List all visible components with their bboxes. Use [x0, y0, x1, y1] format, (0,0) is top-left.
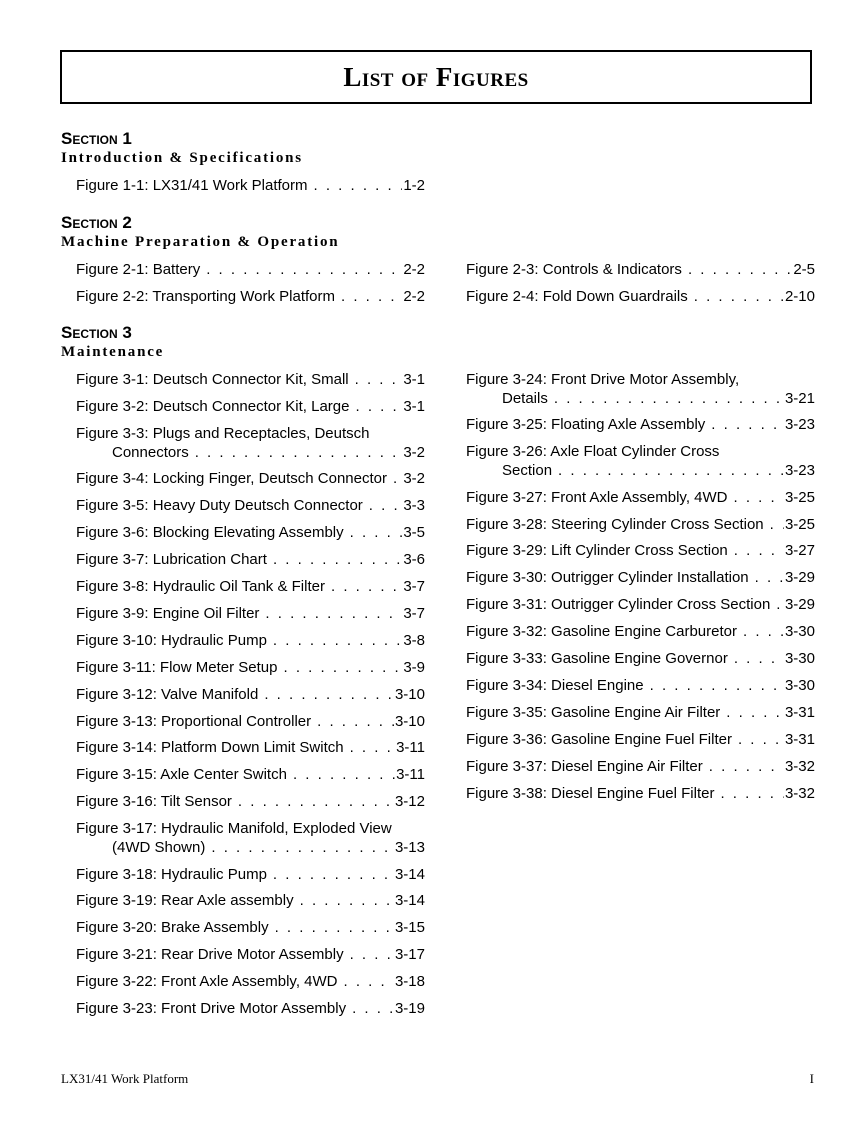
figure-entry[interactable]	[466, 568, 815, 587]
dot-leader	[352, 999, 394, 1018]
dot-leader	[738, 730, 784, 749]
figure-page: 3-11	[396, 766, 425, 783]
figure-title: Figure 3-15: Axle Center Switch	[76, 766, 287, 783]
dot-leader	[558, 461, 784, 480]
section-name: Introduction & Specifications	[61, 150, 303, 166]
dot-leader	[314, 176, 403, 195]
figure-title: Figure 3-31: Outrigger Cylinder Cross Section	[466, 596, 771, 613]
figure-entry[interactable]	[76, 260, 425, 279]
figure-entry[interactable]	[76, 819, 425, 857]
figure-page: 3-15	[394, 919, 425, 936]
dot-leader	[355, 370, 403, 389]
figure-title: Figure 3-35: Gasoline Engine Air Filter	[466, 704, 721, 721]
figure-entry[interactable]	[466, 757, 815, 776]
figure-page: 2-2	[403, 261, 425, 278]
figure-page: 3-31	[784, 704, 815, 721]
figure-entry[interactable]	[76, 891, 425, 910]
dot-leader	[343, 972, 393, 991]
figure-title: Figure 3-3: Plugs and Receptacles, Deutsch	[76, 425, 370, 442]
footer-doc-title: LX31/41 Work Platform	[61, 1071, 189, 1086]
figure-entry[interactable]	[466, 442, 815, 480]
dot-leader	[369, 496, 403, 515]
figure-page: 3-14	[394, 892, 425, 909]
figure-page: 3-12	[394, 793, 425, 810]
figure-page: 3-10	[394, 686, 425, 703]
figure-entry[interactable]	[76, 685, 425, 704]
figure-title: Figure 3-1: Deutsch Connector Kit, Small	[76, 371, 349, 388]
dot-leader	[206, 260, 402, 279]
section-3-heading	[61, 323, 164, 362]
dot-leader	[355, 397, 402, 416]
dot-leader	[331, 577, 402, 596]
figure-page: 3-32	[784, 758, 815, 775]
figure-entry[interactable]	[76, 424, 425, 462]
dot-leader	[743, 622, 784, 641]
dot-leader	[273, 550, 402, 569]
figure-page: 3-1	[403, 371, 425, 388]
figure-page: 3-11	[396, 739, 425, 756]
figure-entry[interactable]	[466, 784, 815, 803]
figure-page: 3-7	[403, 605, 425, 622]
dot-leader	[734, 541, 784, 560]
figure-page: 3-5	[403, 524, 425, 541]
figure-page: 3-8	[403, 632, 425, 649]
figure-page: 3-27	[784, 542, 815, 559]
figure-page: 3-23	[784, 462, 815, 479]
figure-title-continued: (4WD Shown)	[112, 839, 206, 856]
figure-title: Figure 3-18: Hydraulic Pump	[76, 866, 267, 883]
figure-title: Figure 3-5: Heavy Duty Deutsch Connector	[76, 497, 363, 514]
figure-title: Figure 2-3: Controls & Indicators	[466, 261, 682, 278]
figure-title: Figure 3-37: Diesel Engine Air Filter	[466, 758, 703, 775]
figure-title: Figure 1-1: LX31/41 Work Platform	[76, 177, 308, 194]
figure-entry[interactable]	[466, 415, 815, 434]
figure-page: 3-13	[394, 839, 425, 856]
dot-leader	[300, 891, 394, 910]
figure-entry[interactable]	[76, 604, 425, 623]
dot-leader	[283, 658, 402, 677]
figure-entry[interactable]	[76, 765, 425, 784]
figure-title: Figure 3-30: Outrigger Cylinder Installation	[466, 569, 749, 586]
figure-title-continued: Connectors	[112, 444, 189, 461]
figure-title: Figure 3-8: Hydraulic Oil Tank & Filter	[76, 578, 325, 595]
figure-entry[interactable]	[466, 703, 815, 722]
figure-title: Figure 3-25: Floating Axle Assembly	[466, 416, 706, 433]
dot-leader	[755, 568, 784, 587]
figure-page: 3-19	[394, 1000, 425, 1017]
figure-title: Figure 3-36: Gasoline Engine Fuel Filter	[466, 731, 732, 748]
dot-leader	[650, 676, 784, 695]
dot-leader	[341, 287, 402, 306]
dot-leader	[709, 757, 784, 776]
figure-page: 3-30	[784, 650, 815, 667]
figure-title: Figure 3-26: Axle Float Cylinder Cross	[466, 443, 720, 460]
figure-entry[interactable]	[76, 469, 425, 488]
dot-leader	[211, 838, 394, 857]
figure-entry[interactable]	[466, 515, 815, 534]
section-label: Section 2	[61, 213, 132, 232]
figure-page: 3-32	[784, 785, 815, 802]
figure-title: Figure 3-29: Lift Cylinder Cross Section	[466, 542, 728, 559]
figure-title: Figure 3-22: Front Axle Assembly, 4WD	[76, 973, 338, 990]
figure-title: Figure 2-1: Battery	[76, 261, 201, 278]
figure-title: Figure 3-4: Locking Finger, Deutsch Connector	[76, 470, 387, 487]
dot-leader	[393, 469, 402, 488]
figure-entry[interactable]	[76, 397, 425, 416]
figure-page: 3-7	[403, 578, 425, 595]
figure-page: 2-2	[403, 288, 425, 305]
figure-entry[interactable]	[466, 488, 815, 507]
page-title: List of Figures	[343, 61, 529, 92]
figure-entry[interactable]	[76, 712, 425, 731]
figure-entry[interactable]	[76, 738, 425, 757]
figure-page: 3-10	[394, 713, 425, 730]
dot-leader	[265, 604, 402, 623]
dot-leader	[554, 389, 784, 408]
figure-page: 3-25	[784, 516, 815, 533]
figure-page: 3-2	[403, 444, 425, 461]
dot-leader	[733, 488, 783, 507]
figure-title: Figure 3-23: Front Drive Motor Assembly	[76, 1000, 347, 1017]
footer-page-number: I	[809, 1071, 814, 1086]
figure-title: Figure 3-28: Steering Cylinder Cross Section	[466, 516, 764, 533]
figure-entry[interactable]	[76, 999, 425, 1018]
dot-leader	[350, 523, 403, 542]
section-1-heading	[61, 129, 303, 168]
figure-entry[interactable]	[76, 496, 425, 515]
figure-entry[interactable]	[466, 595, 815, 614]
figure-title: Figure 3-2: Deutsch Connector Kit, Large	[76, 398, 350, 415]
figure-page: 3-18	[394, 973, 425, 990]
figure-title: Figure 3-33: Gasoline Engine Governor	[466, 650, 728, 667]
figure-entry[interactable]	[466, 287, 815, 306]
figure-page: 3-30	[784, 677, 815, 694]
figure-entry[interactable]	[76, 550, 425, 569]
figure-title: Figure 3-17: Hydraulic Manifold, Exploded View	[76, 820, 392, 837]
figure-page: 3-1	[403, 398, 425, 415]
figure-title: Figure 3-16: Tilt Sensor	[76, 793, 232, 810]
figure-entry[interactable]	[76, 176, 425, 195]
title-box	[60, 50, 812, 104]
figure-page: 2-5	[793, 261, 815, 278]
dot-leader	[770, 515, 784, 534]
section-2-heading	[61, 213, 339, 252]
figure-entry[interactable]	[466, 370, 815, 408]
figure-entry[interactable]	[76, 577, 425, 596]
figure-entry[interactable]	[76, 918, 425, 937]
figure-title: Figure 3-11: Flow Meter Setup	[76, 659, 278, 676]
figure-entry[interactable]	[76, 658, 425, 677]
dot-leader	[726, 703, 784, 722]
figure-page: 3-25	[784, 489, 815, 506]
dot-leader	[264, 685, 394, 704]
dot-leader	[350, 738, 395, 757]
dot-leader	[273, 865, 394, 884]
section-label: Section 1	[61, 129, 132, 148]
figure-page: 1-2	[403, 177, 425, 194]
figure-title: Figure 3-10: Hydraulic Pump	[76, 632, 267, 649]
figure-entry[interactable]	[76, 792, 425, 811]
figure-page: 3-21	[784, 390, 815, 407]
figure-title: Figure 3-6: Blocking Elevating Assembly	[76, 524, 344, 541]
section-label: Section 3	[61, 323, 132, 342]
figure-title: Figure 2-4: Fold Down Guardrails	[466, 288, 688, 305]
figure-page: 3-30	[784, 623, 815, 640]
figure-title: Figure 3-13: Proportional Controller	[76, 713, 312, 730]
figure-page: 3-14	[394, 866, 425, 883]
figure-entry[interactable]	[466, 622, 815, 641]
figure-title: Figure 3-32: Gasoline Engine Carburetor	[466, 623, 737, 640]
figure-title: Figure 3-20: Brake Assembly	[76, 919, 269, 936]
figure-entry[interactable]	[466, 649, 815, 668]
dot-leader	[293, 765, 395, 784]
dot-leader	[275, 918, 394, 937]
figure-page: 3-2	[403, 470, 425, 487]
dot-leader	[776, 595, 784, 614]
figure-page: 3-17	[394, 946, 425, 963]
figure-entry[interactable]	[466, 541, 815, 560]
section-name: Machine Preparation & Operation	[61, 234, 340, 250]
dot-leader	[350, 945, 394, 964]
figure-title: Figure 3-9: Engine Oil Filter	[76, 605, 260, 622]
dot-leader	[694, 287, 784, 306]
figure-page: 3-29	[784, 569, 815, 586]
dot-leader	[720, 784, 784, 803]
figure-title-continued: Details	[502, 390, 548, 407]
dot-leader	[711, 415, 784, 434]
figure-page: 3-6	[403, 551, 425, 568]
figure-title: Figure 3-38: Diesel Engine Fuel Filter	[466, 785, 715, 802]
figure-page: 3-29	[784, 596, 815, 613]
dot-leader	[734, 649, 784, 668]
figure-entry[interactable]	[466, 260, 815, 279]
figure-entry[interactable]	[76, 631, 425, 650]
figure-page: 3-23	[784, 416, 815, 433]
figure-page: 3-9	[403, 659, 425, 676]
figure-title: Figure 3-21: Rear Drive Motor Assembly	[76, 946, 344, 963]
figure-title-continued: Section	[502, 462, 553, 479]
figure-entry[interactable]	[466, 730, 815, 749]
figure-title: Figure 3-19: Rear Axle assembly	[76, 892, 294, 909]
figure-page: 3-3	[403, 497, 425, 514]
figure-title: Figure 3-24: Front Drive Motor Assembly,	[466, 371, 740, 388]
figure-title: Figure 3-34: Diesel Engine	[466, 677, 644, 694]
figure-entry[interactable]	[76, 865, 425, 884]
figure-entry[interactable]	[76, 287, 425, 306]
figure-page: 2-10	[784, 288, 815, 305]
figure-entry[interactable]	[76, 523, 425, 542]
dot-leader	[273, 631, 402, 650]
dot-leader	[238, 792, 394, 811]
figure-title: Figure 3-27: Front Axle Assembly, 4WD	[466, 489, 728, 506]
figure-title: Figure 2-2: Transporting Work Platform	[76, 288, 335, 305]
section-name: Maintenance	[61, 344, 165, 360]
dot-leader	[195, 443, 403, 462]
figure-entry[interactable]	[76, 972, 425, 991]
figure-title: Figure 3-14: Platform Down Limit Switch	[76, 739, 344, 756]
figure-entry[interactable]	[76, 945, 425, 964]
figure-page: 3-31	[784, 731, 815, 748]
figure-title: Figure 3-12: Valve Manifold	[76, 686, 259, 703]
dot-leader	[317, 712, 394, 731]
figure-entry[interactable]	[76, 370, 425, 389]
dot-leader	[688, 260, 792, 279]
figure-entry[interactable]	[466, 676, 815, 695]
figure-title: Figure 3-7: Lubrication Chart	[76, 551, 267, 568]
